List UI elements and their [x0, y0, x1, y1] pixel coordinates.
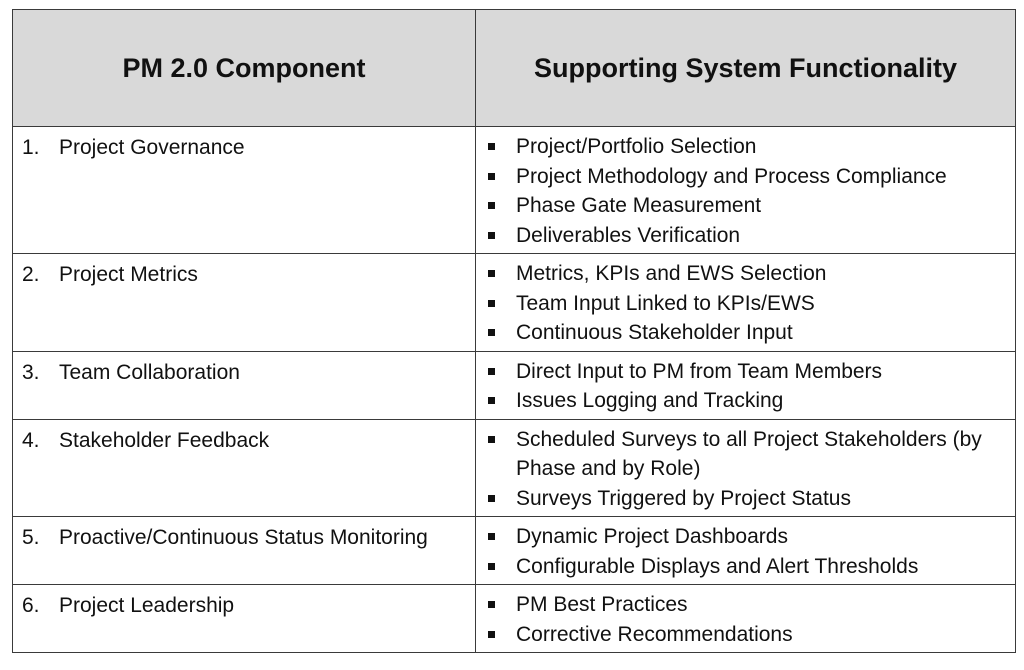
list-item: Corrective Recommendations: [488, 620, 1015, 650]
component-cell: [13, 419, 476, 517]
component-number: 2.: [22, 263, 40, 286]
square-bullet-icon: [488, 620, 516, 650]
pm-component-table: [12, 9, 1016, 653]
component-cell: [13, 585, 476, 653]
list-item: PM Best Practices: [488, 590, 1015, 620]
functionality-list: [476, 127, 1015, 253]
square-bullet-icon: [488, 522, 516, 552]
component-number: 1.: [22, 136, 40, 159]
component-name: Project Governance: [59, 136, 245, 159]
component-number: 4.: [22, 428, 40, 452]
square-bullet-icon: [488, 318, 516, 348]
square-bullet-icon: [488, 425, 516, 484]
list-item: Metrics, KPIs and EWS Selection: [488, 259, 1015, 289]
component-cell: [13, 254, 476, 352]
square-bullet-icon: [488, 289, 516, 319]
table-row: [13, 419, 1016, 517]
functionality-cell: [476, 517, 1016, 585]
list-item: Issues Logging and Tracking: [488, 386, 1015, 416]
square-bullet-icon: [488, 552, 516, 582]
component-name: Stakeholder Feedback: [59, 428, 270, 452]
functionality-list: [476, 352, 1015, 419]
component-name: Team Collaboration: [59, 360, 240, 384]
functionality-cell: [476, 419, 1016, 517]
list-item: Direct Input to PM from Team Members: [488, 357, 1015, 387]
square-bullet-icon: [488, 259, 516, 289]
list-item: Project Methodology and Process Compliance: [488, 162, 1015, 192]
list-item: Team Input Linked to KPIs/EWS: [488, 289, 1015, 319]
square-bullet-icon: [488, 191, 516, 221]
list-item: Surveys Triggered by Project Status: [488, 484, 1015, 514]
table-row: [13, 517, 1016, 585]
functionality-cell: [476, 127, 1016, 254]
functionality-list: [476, 254, 1015, 351]
component-name: Project Metrics: [59, 263, 198, 286]
list-item: Scheduled Surveys to all Project Stakeholders (by Phase and by Role): [488, 425, 1015, 484]
table-row: [13, 127, 1016, 254]
square-bullet-icon: [488, 590, 516, 620]
component-name: Proactive/Continuous Status Monitoring: [59, 526, 428, 549]
functionality-list: [476, 517, 1015, 584]
component-cell: [13, 351, 476, 419]
header-row: [13, 10, 1016, 127]
list-item: Continuous Stakeholder Input: [488, 318, 1015, 348]
component-column-header: PM 2.0 Component: [13, 10, 476, 127]
square-bullet-icon: [488, 357, 516, 387]
functionality-cell: [476, 351, 1016, 419]
list-item: Deliverables Verification: [488, 221, 1015, 251]
list-item: Project/Portfolio Selection: [488, 132, 1015, 162]
functionality-cell: [476, 585, 1016, 653]
square-bullet-icon: [488, 386, 516, 416]
functionality-cell: [476, 254, 1016, 352]
table-row: [13, 254, 1016, 352]
list-item: Dynamic Project Dashboards: [488, 522, 1015, 552]
table-row: [13, 585, 1016, 653]
functionality-list: [476, 585, 1015, 652]
component-cell: [13, 127, 476, 254]
table-row: [13, 351, 1016, 419]
component-number: 6.: [22, 594, 40, 617]
component-number: 3.: [22, 360, 40, 384]
square-bullet-icon: [488, 484, 516, 514]
functionality-list: [476, 420, 1015, 517]
list-item: Configurable Displays and Alert Thresholds: [488, 552, 1015, 582]
square-bullet-icon: [488, 132, 516, 162]
square-bullet-icon: [488, 221, 516, 251]
component-cell: [13, 517, 476, 585]
square-bullet-icon: [488, 162, 516, 192]
component-name: Project Leadership: [59, 594, 235, 617]
component-number: 5.: [22, 526, 40, 549]
functionality-column-header: Supporting System Functionality: [476, 10, 1016, 127]
list-item: Phase Gate Measurement: [488, 191, 1015, 221]
